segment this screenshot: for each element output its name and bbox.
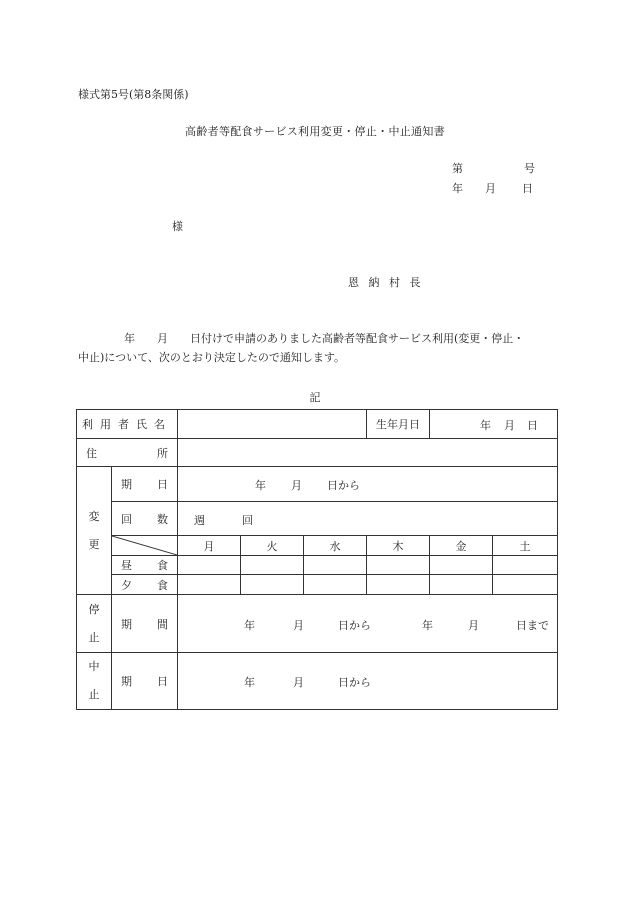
change-period-field[interactable]: [178, 467, 558, 502]
weekday-thu: 木: [367, 536, 430, 556]
form-number: 様式第5号(第8条関係): [78, 88, 189, 101]
diagonal-line: [112, 536, 177, 555]
stop-to-year: 年: [422, 618, 433, 632]
change-count-times: 回: [242, 513, 253, 527]
birthdate-field[interactable]: [430, 410, 558, 439]
change-count-label: 回 数: [112, 502, 178, 536]
issue-date-day: 日: [522, 182, 533, 195]
addressee-suffix: 様: [172, 220, 183, 233]
lunch-fri-cell[interactable]: [430, 556, 493, 575]
document-title: 高齢者等配食サービス利用変更・停止・中止通知書: [185, 125, 445, 138]
lunch-label: 昼 食: [112, 556, 178, 575]
change-period-day: 日から: [327, 479, 360, 492]
user-name-field[interactable]: [178, 410, 367, 439]
change-count-week: 週: [194, 513, 205, 527]
dinner-row: [77, 575, 558, 595]
stop-from-day: 日から: [338, 618, 371, 632]
stop-to-day: 日まで: [516, 618, 549, 632]
dinner-fri-cell[interactable]: [430, 575, 493, 595]
address-field[interactable]: [178, 439, 558, 467]
change-period-year: 年: [255, 479, 266, 492]
birthdate-label: 生年月日: [367, 410, 430, 439]
weekday-fri: 金: [430, 536, 493, 556]
diagonal-header-cell: [112, 536, 178, 556]
change-count-field[interactable]: [178, 502, 558, 536]
weekday-mon: 月: [178, 536, 241, 556]
issue-date-month: 月: [485, 182, 496, 195]
lunch-thu-cell[interactable]: [367, 556, 430, 575]
cancel-from-year: 年: [244, 676, 255, 689]
cancel-section-label: 中 止: [77, 653, 112, 710]
stop-from-month: 月: [293, 618, 304, 632]
doc-number-dai: 第: [452, 162, 463, 175]
user-name-row: [77, 410, 558, 439]
weekday-header-row: [77, 536, 558, 556]
change-period-month: 月: [291, 479, 302, 492]
dinner-thu-cell[interactable]: [367, 575, 430, 595]
birthdate-day: 日: [527, 419, 539, 432]
dinner-mon-cell[interactable]: [178, 575, 241, 595]
dinner-tue-cell[interactable]: [241, 575, 304, 595]
cancel-from-month: 月: [293, 676, 304, 689]
body-text-line-2: 中止)について、次のとおり決定したので通知します。: [78, 351, 345, 364]
cancel-row: [77, 653, 558, 710]
lunch-mon-cell[interactable]: [178, 556, 241, 575]
weekday-tue: 火: [241, 536, 304, 556]
user-name-label: 利用者氏名: [77, 410, 178, 439]
lunch-tue-cell[interactable]: [241, 556, 304, 575]
stop-from-year: 年: [244, 618, 255, 632]
birthdate-year: 年: [480, 419, 492, 432]
stop-section-label: 停 止: [77, 595, 112, 653]
issue-date: [452, 180, 542, 194]
stop-period-field[interactable]: [178, 595, 558, 653]
change-count-row: [77, 502, 558, 536]
stop-period-label: 期 間: [112, 595, 178, 653]
cancel-from-day: 日から: [338, 676, 371, 689]
change-period-row: [77, 467, 558, 502]
change-section-label: 変 更: [77, 467, 112, 595]
lunch-wed-cell[interactable]: [304, 556, 367, 575]
weekday-sat: 土: [493, 536, 558, 556]
weekday-wed: 水: [304, 536, 367, 556]
change-period-label: 期 日: [112, 467, 178, 502]
dinner-label: 夕 食: [112, 575, 178, 595]
address-label: 住 所: [77, 439, 178, 467]
issue-date-year: 年: [452, 182, 463, 195]
lunch-sat-cell[interactable]: [493, 556, 558, 575]
notification-table: [76, 409, 558, 710]
cancel-date-label: 期 日: [112, 653, 178, 710]
cancel-date-field[interactable]: [178, 653, 558, 710]
ki-heading: 記: [309, 391, 321, 404]
doc-number-go: 号: [524, 162, 535, 175]
stop-row: [77, 595, 558, 653]
birthdate-month: 月: [504, 419, 516, 432]
lunch-row: [77, 556, 558, 575]
document-number: [452, 160, 542, 174]
stop-to-month: 月: [468, 618, 479, 632]
issuer-name: 恩 納 村 長: [348, 276, 424, 289]
address-row: [77, 439, 558, 467]
dinner-sat-cell[interactable]: [493, 575, 558, 595]
dinner-wed-cell[interactable]: [304, 575, 367, 595]
body-text-line-1: 年 月 日付けで申請のありました高齢者等配食サービス利用(変更・停止・: [124, 332, 525, 345]
